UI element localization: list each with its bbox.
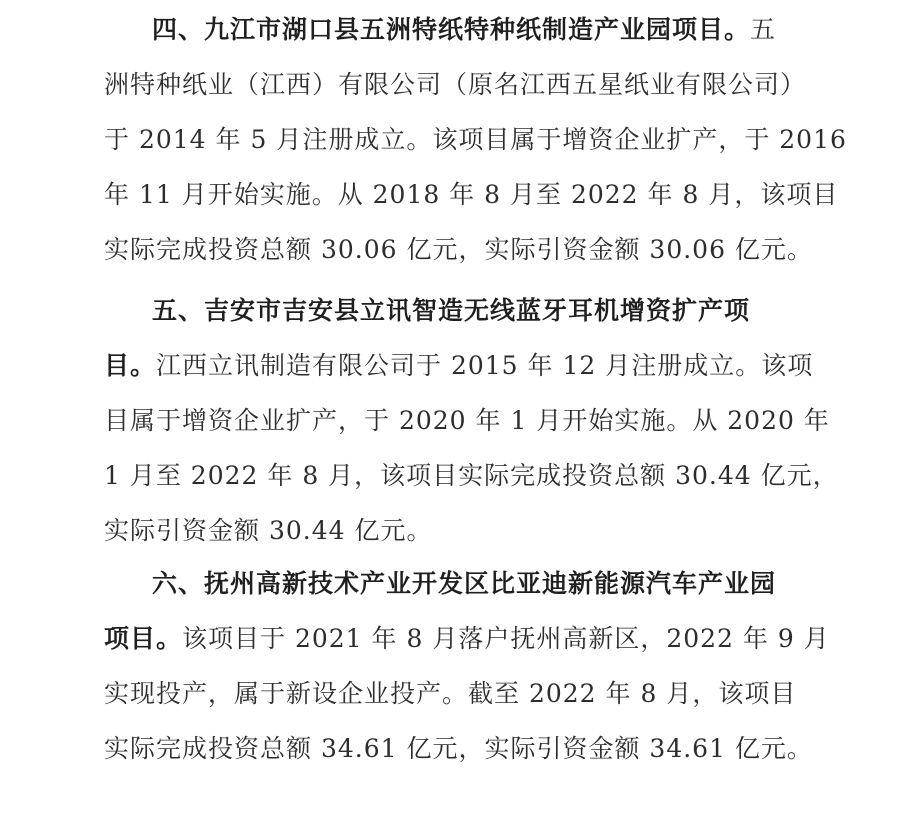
section-6-text: 实际完成投资总额 34.61 亿元，实际引资金额 34.61 亿元。	[104, 734, 813, 763]
section-6-title: 六、抚州高新技术产业开发区比亚迪新能源汽车产业园	[152, 569, 777, 598]
section-6-title: 项目。	[104, 624, 183, 653]
section-4-text: 于 2014 年 5 月注册成立。该项目属于增资企业扩产，于 2016	[104, 125, 847, 154]
section-4-line-1	[152, 14, 872, 46]
section-6-line-3	[104, 678, 884, 710]
section-5-text: 目属于增资企业扩产，于 2020 年 1 月开始实施。从 2020 年	[104, 406, 830, 435]
section-6-line-2	[104, 623, 884, 655]
section-5-line-5	[104, 515, 884, 547]
section-6-text: 实现投产，属于新设企业投产。截至 2022 年 8 月，该项目	[104, 679, 797, 708]
section-4-line-2	[104, 69, 884, 101]
section-6-line-4	[104, 733, 884, 765]
section-5-text: 实际引资金额 30.44 亿元。	[104, 516, 433, 545]
section-6-text: 该项目于 2021 年 8 月落户抚州高新区，2022 年 9 月	[182, 624, 830, 653]
section-4-text: 实际完成投资总额 30.06 亿元，实际引资金额 30.06 亿元。	[104, 235, 813, 264]
section-5-line-2	[104, 350, 884, 382]
section-5-text: 1 月至 2022 年 8 月，该项目实际完成投资总额 30.44 亿元，	[104, 461, 839, 490]
section-5-line-3	[104, 405, 884, 437]
section-4-text: 五	[750, 15, 777, 44]
section-5-title: 五、吉安市吉安县立讯智造无线蓝牙耳机增资扩产项	[152, 296, 751, 325]
section-5-title: 目。	[104, 351, 157, 380]
section-5-line-1	[152, 295, 892, 327]
section-5-text: 江西立讯制造有限公司于 2015 年 12 月注册成立。该项	[156, 351, 814, 380]
section-4-title: 四、九江市湖口县五洲特纸特种纸制造产业园项目。	[152, 15, 751, 44]
section-4-line-3	[104, 124, 884, 156]
section-4-line-5	[104, 234, 884, 266]
section-4-text: 洲特种纸业（江西）有限公司（原名江西五星纸业有限公司）	[104, 70, 807, 99]
section-4-text: 年 11 月开始实施。从 2018 年 8 月至 2022 年 8 月，该项目	[104, 180, 839, 209]
section-6-line-1	[152, 568, 892, 600]
section-4-line-4	[104, 179, 884, 211]
section-5-line-4	[104, 460, 884, 492]
